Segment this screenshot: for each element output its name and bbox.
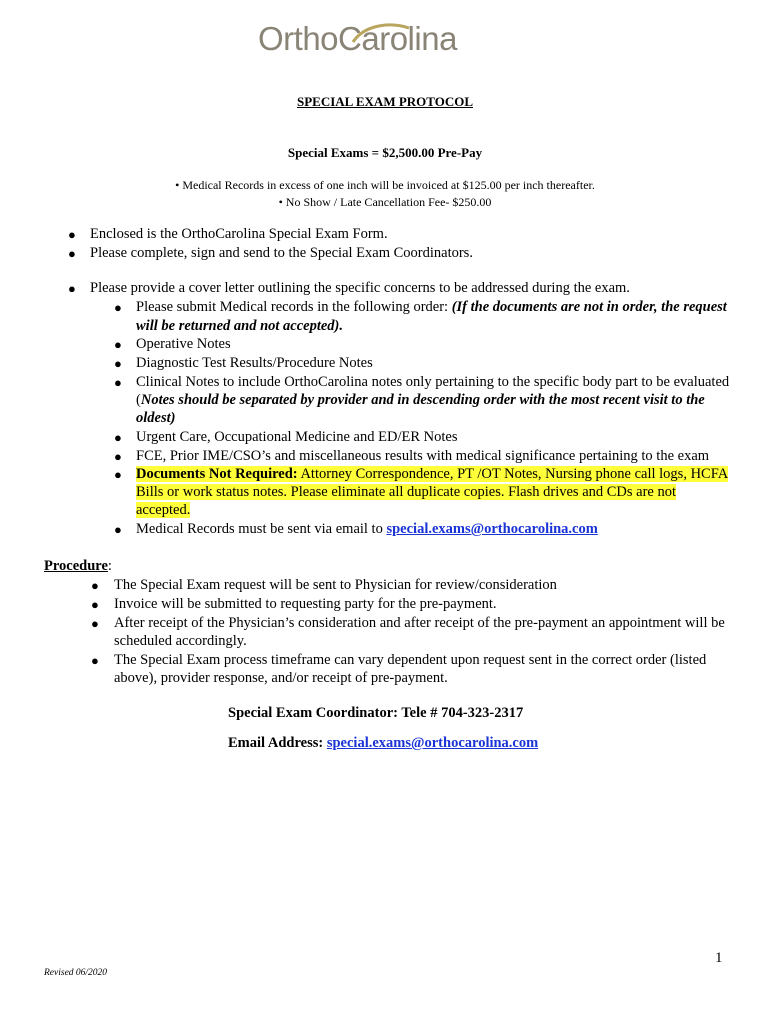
bullet-icon: ● (91, 616, 99, 631)
bullet-icon: ● (68, 246, 76, 261)
procedure-item: After receipt of the Physician’s consideration and after receipt of the pre-payment an appointment will be (114, 615, 725, 631)
bullet-icon: ● (114, 356, 122, 371)
bullet-icon: ● (114, 300, 122, 315)
records-item-operative: Operative Notes (136, 336, 231, 352)
procedure-item: Invoice will be submitted to requesting party for the pre-payment. (114, 596, 497, 612)
records-email-link[interactable]: special.exams@orthocarolina.com (386, 521, 598, 537)
coordinator-email-link[interactable]: special.exams@orthocarolina.com (326, 735, 539, 751)
bullet-icon: ● (114, 449, 122, 464)
records-item-urgent: Urgent Care, Occupational Medicine and ED/ER Notes (136, 429, 458, 445)
bullet-icon: ● (91, 597, 99, 612)
bullet-icon: ● (91, 578, 99, 593)
records-submit-item: Please submit Medical records in the following order: (If the documents are not in order, the request (136, 299, 727, 315)
records-item-clinical: Clinical Notes to include OrthoCarolina notes only pertaining to the specific body part to be evaluated (136, 374, 730, 390)
page-number: 1 (715, 950, 723, 966)
records-not-required-cont: Bills or work status notes. Please eliminate all duplicate copies. Flash drives and CDs are not (136, 484, 677, 500)
intro-item: Please complete, sign and send to the Special Exam Coordinators. (90, 245, 473, 261)
procedure-item-cont: above), provider response, and/or receipt of pre-payment. (114, 670, 448, 686)
procedure-heading: Procedure: (44, 558, 112, 574)
logo-swoosh-icon (351, 20, 411, 50)
logo-text: OrthoCarolina (258, 20, 457, 57)
fee-note: • No Show / Late Cancellation Fee- $250.00 (278, 195, 492, 209)
bullet-icon: ● (68, 281, 76, 296)
bullet-icon: ● (68, 227, 76, 242)
records-item-clinical-cont: oldest) (136, 410, 176, 426)
orthocarolina-logo (258, 18, 514, 72)
bullet-icon: ● (114, 337, 122, 352)
bullet-icon: ● (114, 430, 122, 445)
page-title: SPECIAL EXAM PROTOCOL (296, 94, 473, 109)
records-submit-item-cont: will be returned and not accepted). (136, 318, 344, 334)
revised-date: Revised 06/2020 (44, 968, 108, 978)
procedure-item-cont: scheduled accordingly. (114, 633, 247, 649)
bullet-icon: ● (114, 522, 122, 537)
bullet-icon: ● (114, 467, 122, 482)
bullet-icon: ● (91, 653, 99, 668)
records-item-diagnostic: Diagnostic Test Results/Procedure Notes (136, 355, 373, 371)
price-line: Special Exams = $2,500.00 Pre-Pay (287, 145, 483, 160)
bullet-icon: ● (114, 375, 122, 390)
procedure-item: The Special Exam request will be sent to Physician for review/consideration (114, 577, 557, 593)
fee-note: • Medical Records in excess of one inch will be invoiced at $125.00 per inch thereafter. (175, 178, 595, 192)
records-not-required-cont: accepted. (136, 502, 191, 518)
records-email-item: Medical Records must be sent via email to special.exams@orthocarolina.com (136, 521, 598, 537)
records-not-required: Documents Not Required: Attorney Correspondence, PT /OT Notes, Nursing phone call logs, HCFA (136, 466, 729, 482)
coordinator-tele: Special Exam Coordinator: Tele # 704-323-2317 (228, 705, 524, 721)
intro-item: Please provide a cover letter outlining the specific concerns to be addressed during the exam. (90, 280, 630, 296)
records-item-fce: FCE, Prior IME/CSO’s and miscellaneous results with medical significance pertaining to the exam (136, 448, 710, 464)
coordinator-email: Email Address: special.exams@orthocarolina.com (228, 735, 539, 751)
intro-item: Enclosed is the OrthoCarolina Special Exam Form. (90, 226, 388, 242)
records-item-clinical-cont: (Notes should be separated by provider and in descending order with the most recent visit to the (136, 392, 705, 408)
procedure-item: The Special Exam process timeframe can vary dependent upon request sent in the correct order (listed (114, 652, 707, 668)
